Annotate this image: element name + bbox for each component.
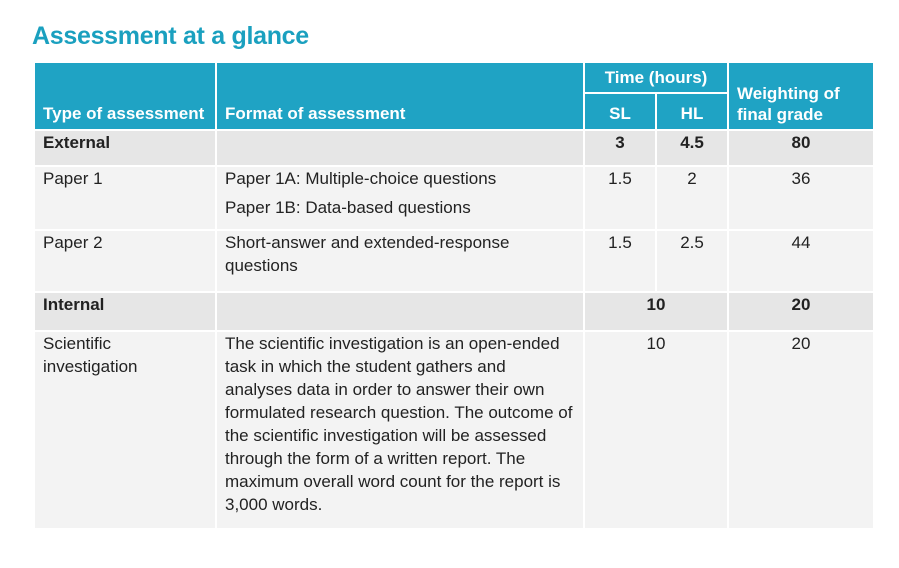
header-type: Type of assessment (34, 62, 216, 130)
paper2-sl: 1.5 (584, 230, 656, 292)
header-weighting: Weighting of final grade (728, 62, 874, 130)
empty-cell (216, 130, 584, 166)
section-label-external: External (34, 130, 216, 166)
paper1-format (216, 166, 584, 230)
paper1-weighting: 36 (728, 166, 874, 230)
paper1-format-b: Paper 1B: Data-based questions (225, 198, 471, 217)
external-hl: 4.5 (656, 130, 728, 166)
scientific-weighting: 20 (728, 331, 874, 529)
section-row-internal (34, 292, 874, 331)
internal-time: 10 (584, 292, 728, 331)
table-row-scientific (34, 331, 874, 529)
header-hl: HL (656, 93, 728, 130)
empty-cell (216, 292, 584, 331)
paper1-hl: 2 (656, 166, 728, 230)
table-row-paper2 (34, 230, 874, 292)
external-weighting: 80 (728, 130, 874, 166)
scientific-type: Scientific investigation (34, 331, 216, 529)
header-time: Time (hours) (584, 62, 728, 93)
section-label-internal: Internal (34, 292, 216, 331)
paper1-type: Paper 1 (34, 166, 216, 230)
table-row-paper1 (34, 166, 874, 230)
paper2-weighting: 44 (728, 230, 874, 292)
internal-weighting: 20 (728, 292, 874, 331)
page-title: Assessment at a glance (32, 22, 309, 50)
section-row-external (34, 130, 874, 166)
paper2-type: Paper 2 (34, 230, 216, 292)
external-sl: 3 (584, 130, 656, 166)
header-sl: SL (584, 93, 656, 130)
paper1-format-a: Paper 1A: Multiple-choice questions (225, 169, 497, 188)
assessment-table (33, 61, 875, 530)
scientific-time: 10 (584, 331, 728, 529)
paper2-format: Short-answer and extended-response questions (216, 230, 584, 292)
paper2-hl: 2.5 (656, 230, 728, 292)
scientific-format: The scientific investigation is an open-ended task in which the student gathers and analyses data in order to answer their own formulated research question. The outcome of the scientific investigation will be assessed through the form of a written report. The maximum overall word count for the report is 3,000 words. (216, 331, 584, 529)
paper1-sl: 1.5 (584, 166, 656, 230)
header-format: Format of assessment (216, 62, 584, 130)
